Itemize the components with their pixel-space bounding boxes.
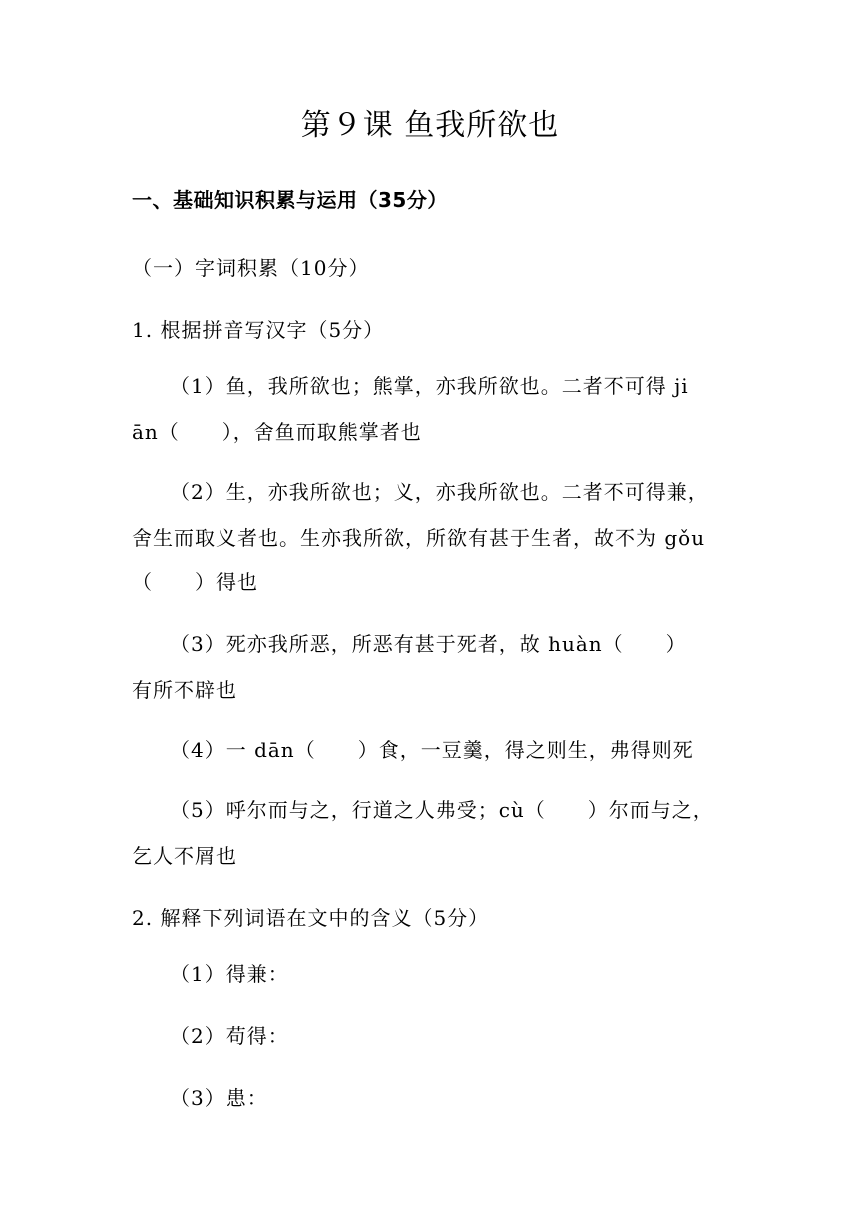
section-heading: 一、基础知识积累与运用（35分） (132, 188, 448, 212)
q1-item-3-line-1: （3）死亦我所恶，所恶有甚于死者，故 huàn（ ） (170, 632, 687, 656)
q1-item-5-line-1: （5）呼尔而与之，行道之人弗受；cù（ ）尔而与之， (170, 798, 714, 822)
q1-item-1-line-2: ān（ ），舍鱼而取熊掌者也 (132, 420, 422, 444)
q1-item-2-line-3: （ ）得也 (132, 570, 258, 594)
subsection-heading: （一）字词积累（10分） (132, 256, 370, 280)
question-1-stem: 1. 根据拼音写汉字（5分） (132, 318, 385, 342)
q1-item-2-line-1: （2）生，亦我所欲也；义，亦我所欲也。二者不可得兼， (170, 480, 709, 504)
q2-item-1: （1）得兼： (170, 962, 289, 986)
q1-item-2-line-2: 舍生而取义者也。生亦我所欲，所欲有甚于生者，故不为 gǒu (132, 526, 706, 550)
page-title: 第９课 鱼我所欲也 (300, 108, 560, 143)
q1-item-4-line-1: （4）一 dān（ ）食，一豆羹，得之则生，弗得则死 (170, 738, 694, 762)
q1-item-3-line-2: 有所不辟也 (132, 678, 237, 702)
q2-item-3: （3）患： (170, 1086, 268, 1110)
q2-item-2: （2）苟得： (170, 1024, 289, 1048)
question-2-stem: 2. 解释下列词语在文中的含义（5分） (132, 906, 490, 930)
q1-item-1-line-1: （1）鱼，我所欲也；熊掌，亦我所欲也。二者不可得 ji (170, 374, 689, 398)
q1-item-5-line-2: 乞人不屑也 (132, 844, 237, 868)
